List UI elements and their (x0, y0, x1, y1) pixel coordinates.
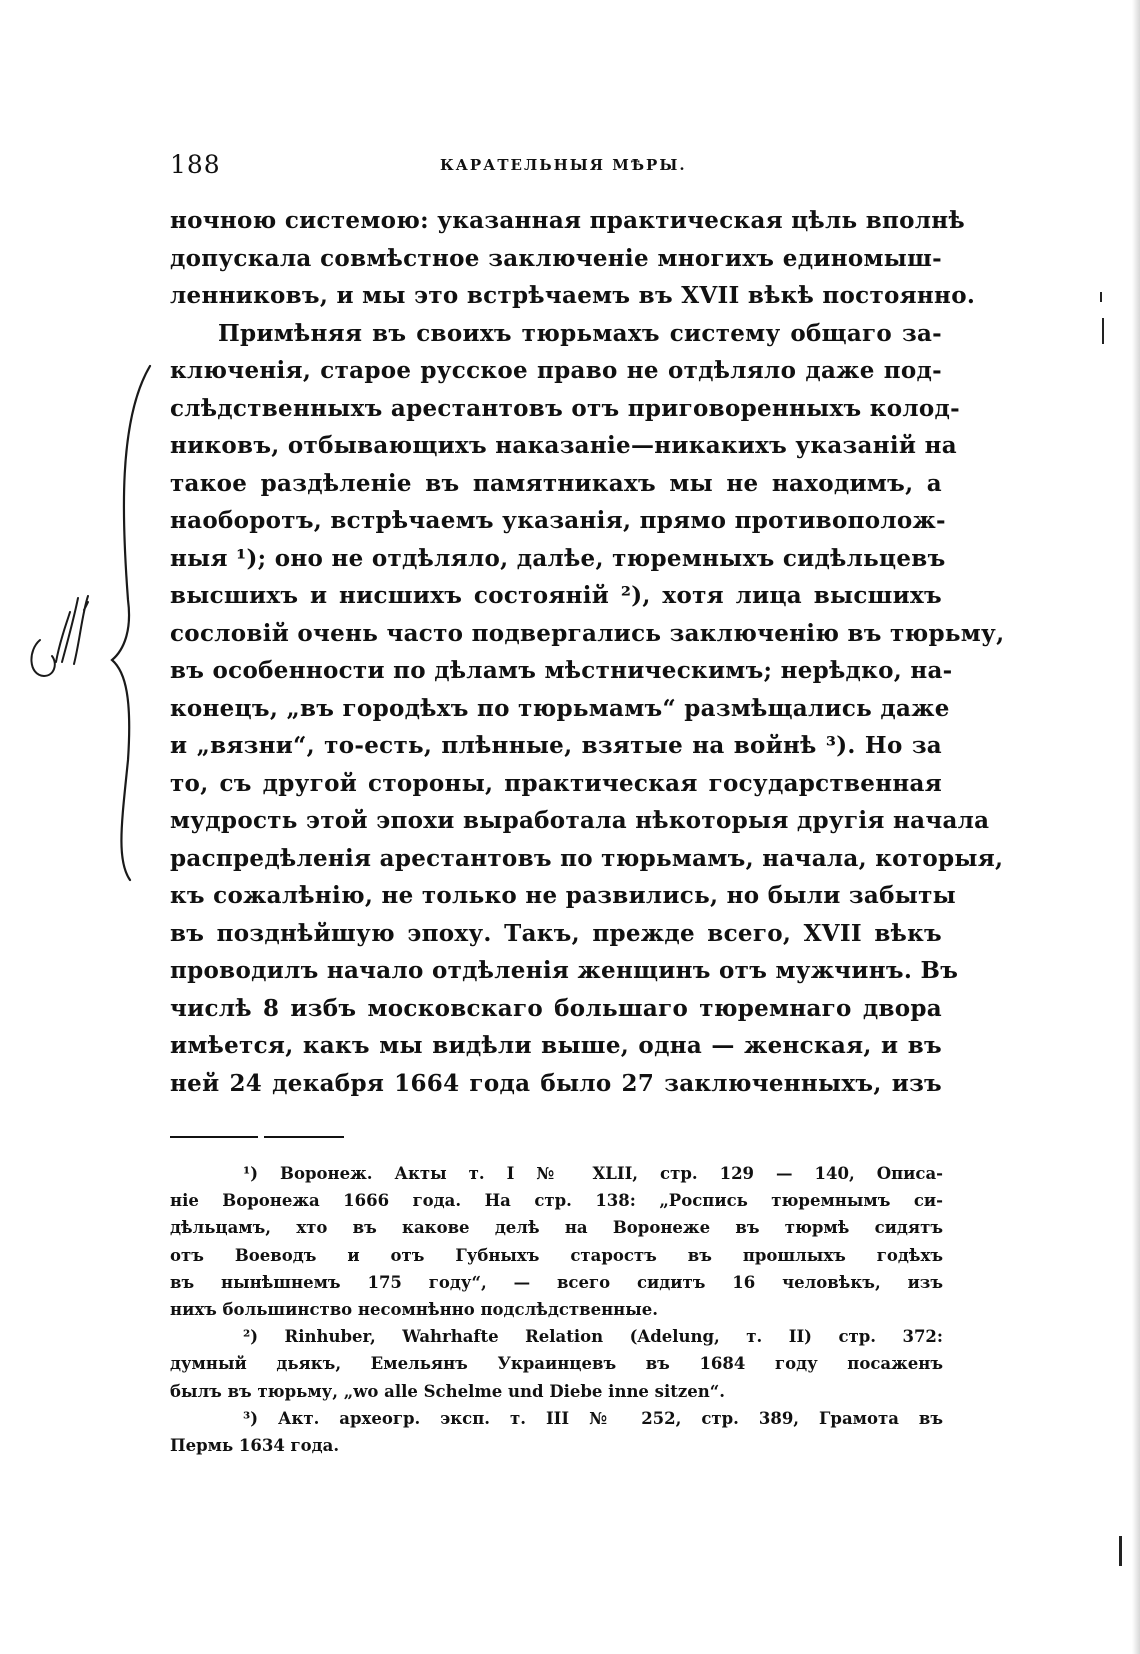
text-line: наоборотъ, встрѣчаемъ указанiя, прямо противополож- (170, 507, 946, 534)
footnote-line: ²) Rinhuber, Wahrhafte Relation (Adelung, т. II) стр. 372: (243, 1327, 943, 1347)
text-line: ночною системою: указанная практическая цѣль вполнѣ (170, 207, 965, 234)
handwritten-annotation-glyph (31, 596, 88, 676)
text-line: такое раздѣленiе въ памятникахъ мы не находимъ, а (170, 469, 942, 497)
text-line: высшихъ и нисшихъ состоянiй ²), хотя лица высшихъ (170, 582, 942, 609)
margin-bracket (112, 366, 150, 880)
main-text (170, 202, 1005, 1102)
footnote-line: нiе Воронежа 1666 года. На стр. 138: „Роспись тюремнымъ си- (170, 1191, 943, 1211)
footnote-line: Пермь 1634 года. (170, 1435, 340, 1455)
page-edge-mark (1119, 1536, 1122, 1566)
footnote-rule (264, 1136, 344, 1138)
page-number: 188 (170, 150, 221, 179)
text-line: къ сожалѣнiю, не только не развились, но были забыты (170, 882, 956, 909)
footnote-line: нихъ большинство несомнѣнно подслѣдственные. (170, 1299, 658, 1319)
text-line: и „вязни“, то-есть, плѣнные, взятые на войнѣ ³). Но за (170, 732, 942, 759)
footnote-line: думный дьякъ, Емельянъ Украинцевъ въ 1684 году посаженъ (170, 1354, 943, 1374)
page-edge-mark (1102, 318, 1104, 344)
text-line: проводилъ начало отдѣленiя женщинъ отъ мужчинъ. Въ (170, 957, 959, 984)
text-line: конецъ, „въ городѣхъ по тюрьмамъ“ размѣщались даже (170, 694, 950, 722)
page-header (170, 150, 942, 186)
footnote-line: отъ Воеводъ и отъ Губныхъ старостъ въ прошлыхъ годѣхъ (170, 1245, 943, 1265)
text-line: ключенiя, старое русское право не отдѣляло даже под- (170, 357, 942, 384)
footnote-line: ³) Акт. археогр. эксп. т. III № 252, стр. 389, Грамота въ (243, 1408, 943, 1428)
text-line: числѣ 8 избъ московскаго большаго тюремнаго двора (170, 994, 942, 1022)
text-line: мудрость этой эпохи выработала нѣкоторыя другiя начала (170, 807, 990, 834)
text-line: ней 24 декабря 1664 года было 27 заключенныхъ, изъ (170, 1069, 942, 1097)
footnote-rule (170, 1136, 258, 1138)
footnote-line: былъ въ тюрьму, „wo alle Schelme und Diebe inne sitzen“. (170, 1381, 725, 1401)
text-line: ныя ¹); оно не отдѣляло, далѣе, тюремныхъ сидѣльцевъ (170, 544, 946, 572)
text-line: имѣется, какъ мы видѣли выше, одна — женская, и въ (170, 1032, 942, 1059)
text-line: никовъ, отбывающихъ наказанiе—никакихъ указанiй на (170, 432, 957, 459)
text-line: то, съ другой стороны, практическая государственная (170, 769, 942, 797)
running-head: КАРАТЕЛЬНЫЯ МѢРЫ. (440, 156, 687, 174)
footnote-line: ¹) Воронеж. Акты т. I № XLII, стр. 129 — 140, Описа- (243, 1164, 943, 1183)
footnotes (170, 1160, 943, 1459)
text-line: распредѣленiя арестантовъ по тюрьмамъ, начала, которыя, (170, 844, 1004, 872)
page-edge-shadow (1132, 0, 1140, 1654)
page-edge-mark (1100, 292, 1102, 302)
text-line: въ особенности по дѣламъ мѣстническимъ; нерѣдко, на- (170, 657, 953, 684)
footnote-line: въ нынѣшнемъ 175 году“, — всего сидитъ 16 человѣкъ, изъ (170, 1272, 943, 1292)
text-line: допускала совмѣстное заключенiе многихъ единомыш- (170, 244, 942, 272)
text-line: въ позднѣйшую эпоху. Такъ, прежде всего, XVII вѣкъ (170, 919, 942, 947)
text-line: слѣдственныхъ арестантовъ отъ приговоренныхъ колод- (170, 394, 960, 422)
text-line: ленниковъ, и мы это встрѣчаемъ въ XVII вѣкѣ постоянно. (170, 282, 976, 309)
footnote-line: дѣльцамъ, хто въ какове делѣ на Воронеже въ тюрмѣ сидятъ (170, 1218, 943, 1238)
text-line: сословiй очень часто подвергались заключенiю въ тюрьму, (170, 619, 1005, 647)
text-line: Примѣняя въ своихъ тюрьмахъ систему общаго за- (218, 319, 942, 347)
